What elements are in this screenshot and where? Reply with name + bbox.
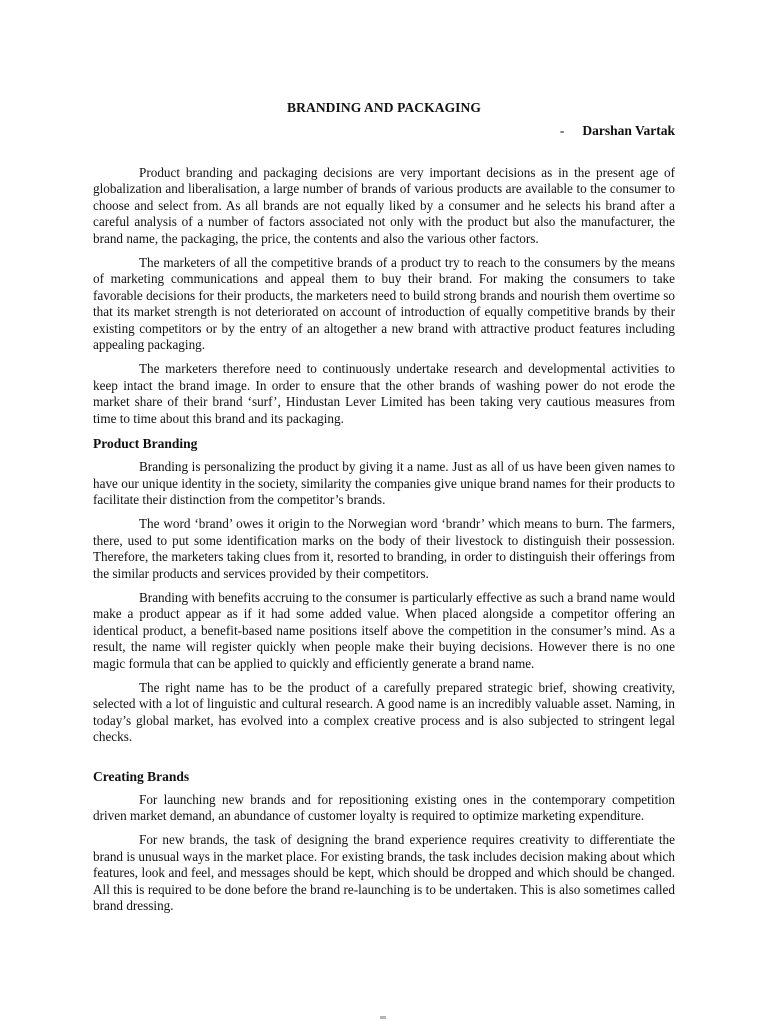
document-page xyxy=(93,99,675,922)
section-creating-brands xyxy=(93,768,675,915)
paragraph: The right name has to be the product of a carefully prepared strategic brief, showing creativity, selected with a lot of linguistic and cultural research. A good name is an incredibly valuable asset. Naming, in today’s global market, has evolved into a complex creative process and is also subjected to stringent legal checks. xyxy=(93,679,675,745)
paragraph: The word ‘brand’ owes it origin to the Norwegian word ‘brandr’ which means to burn. The farmers, there, used to put some identification marks on the body of their livestock to distinguish their possession. Therefore, the marketers taking clues from it, resorted to branding, in order to distinguish their offerings from the similar products and services provided by their competitors. xyxy=(93,516,675,581)
paragraph: The marketers of all the competitive brands of a product try to reach to the consumers by the means of marketing communications and appeal them to buy their brand. For making the consumers to take favorable decisions for their products, the marketers need to build strong brands and nourish them overtime so that its market strength is not deteriorated on account of introduction of equally competitive brands by their existing competitors or by the entry of an altogether a new brand with attractive product features including appealing packaging. xyxy=(93,255,675,353)
paragraph: The marketers therefore need to continuously undertake research and developmental activities to keep intact the brand image. In order to ensure that the other brands of washing power do not erode the market share of their brand ‘surf’, Hindustan Lever Limited has been taking very cautious measures from time to time about this brand and its packaging. xyxy=(93,361,675,426)
author-dash: - xyxy=(559,123,565,138)
paragraph: For launching new brands and for repositioning existing ones in the contemporary competition driven market demand, an abundance of customer loyalty is required to optimize marketing expenditure. xyxy=(93,791,675,823)
document-title: BRANDING AND PACKAGING xyxy=(287,100,481,115)
paragraph: Product branding and packaging decisions are very important decisions as in the present age of globalization and liberalisation, a large number of brands of various products are available to the consumer to choose and select from. As all brands are not equally liked by a consumer and he selects his brand after a careful analysis of a number of factors associated not only with the product but also the manufacturer, the brand name, the packaging, the price, the contents and also the various other factors. xyxy=(93,165,675,246)
section-heading: Creating Brands xyxy=(93,768,190,784)
paragraph: For new brands, the task of designing the brand experience requires creativity to differentiate the brand is unusual ways in the market place. For existing brands, the task includes decision making about which features, look and feel, and messages should be kept, which should be dropped and which should be changed. All this is required to be done before the brand re-launching is to be undertaken. This is also sometimes called brand dressing. xyxy=(93,832,675,914)
paragraph: Branding with benefits accruing to the consumer is particularly effective as such a brand name would make a product appear as if it had some added value. When placed alongside a competitor offering an identical product, a benefit-based name positions itself above the competition in the consumer’s mind. As a result, the name will register quickly when people make their buying decisions. However there is no one magic formula that can be applied to quickly and efficiently generate a brand name. xyxy=(93,589,675,671)
paragraph: Branding is personalizing the product by giving it a name. Just as all of us have been given names to have our unique identity in the society, similarity the companies give unique brand names for their products to facilitate their distinction from the competitor’s brands. xyxy=(93,459,675,507)
section-product-branding xyxy=(93,435,675,746)
author-name: Darshan Vartak xyxy=(582,123,675,138)
author-line xyxy=(93,122,675,139)
intro-section xyxy=(93,165,675,427)
section-heading: Product Branding xyxy=(93,436,198,452)
page-edge-mark xyxy=(380,1016,386,1019)
